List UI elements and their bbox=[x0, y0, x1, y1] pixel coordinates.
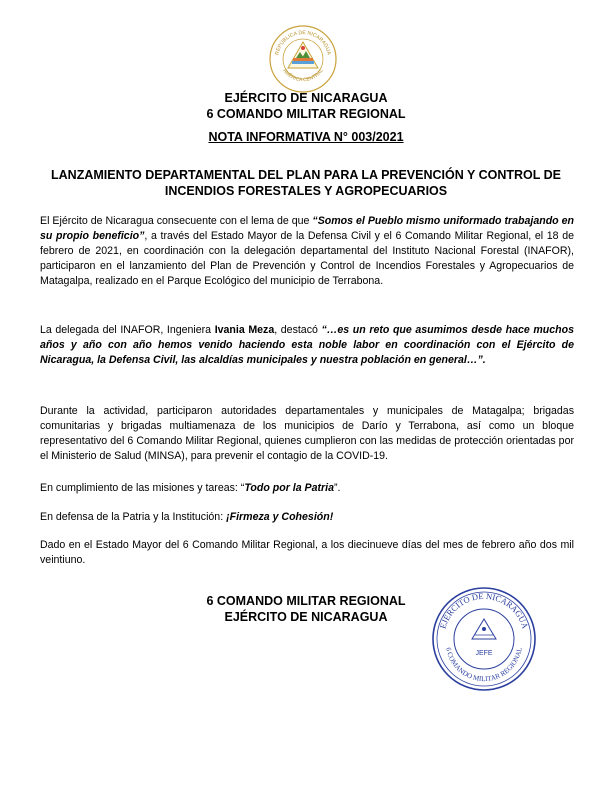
document-title: LANZAMIENTO DEPARTAMENTAL DEL PLAN PARA LA PREVENCIÓN Y CONTROL DE INCENDIOS FORESTALES Y AGROPECUARIOS bbox=[51, 168, 561, 198]
signature-line1: 6 COMANDO MILITAR REGIONAL bbox=[206, 594, 406, 608]
motto: ¡Firmeza y Cohesión bbox=[226, 511, 330, 523]
paragraph-text: En defensa de la Patria y la Institución: bbox=[40, 511, 227, 523]
paragraph-text: En cumplimiento de las misiones y tareas: “ bbox=[40, 482, 245, 494]
paragraph-text: La delegada del INAFOR, Ingeniera bbox=[40, 324, 215, 336]
paragraph-text: ! bbox=[329, 511, 334, 523]
stamp-ring-top: EJÉRCITO DE NICARAGUA bbox=[437, 590, 531, 630]
paragraph-intro bbox=[40, 214, 574, 289]
paragraph-text: ”. bbox=[333, 482, 341, 494]
org-name-comando: 6 COMANDO MILITAR REGIONAL bbox=[206, 107, 406, 121]
speaker-quote: “…es un reto que asumimos desde hace muchos años y año con año hemos venido haciendo esta noble labor en coordinación con el Ejército de Nicaragua, la Defensa Civil, las alcaldías municipales y nuestra población en general…”. bbox=[40, 324, 574, 366]
svg-text:AMÉRICA CENTRAL bbox=[281, 68, 325, 84]
signature-line2: EJÉRCITO DE NICARAGUA bbox=[224, 610, 388, 624]
document-number: NOTA INFORMATIVA N° 003/2021 bbox=[208, 130, 404, 144]
person-name: Ivania Meza bbox=[214, 324, 275, 336]
motto-quote: “Somos el Pueblo mismo uniformado trabajando en su propio beneficio” bbox=[40, 215, 574, 242]
org-name-ejercito: EJÉRCITO DE NICARAGUA bbox=[224, 91, 388, 105]
seal-text-top: REPÚBLICA DE NICARAGUA bbox=[274, 29, 332, 56]
paragraph-activity: Durante la actividad, participaron autoridades departamentales y municipales de Matagalpa; brigadas comunitarias y brigadas multiamenaza de los municipios de Darío y Terrabona, así como un bloque representativo del 6 Comando Militar Regional, quienes cumplieron con las medidas de protección orientadas por el Ministerio de Salud (MINSA), para prevenir el contagio de la COVID-19. bbox=[40, 405, 574, 462]
paragraph-text: , destacó bbox=[274, 324, 322, 336]
seal-text-bottom: AMÉRICA CENTRAL bbox=[281, 67, 325, 84]
paragraph-defense bbox=[40, 510, 574, 525]
official-stamp-icon bbox=[430, 585, 538, 693]
paragraph-mission bbox=[40, 481, 574, 496]
paragraph-quote bbox=[40, 323, 574, 368]
paragraph-text: , a través del Estado Mayor de la Defensa Civil y el 6 Comando Militar Regional, el 18 de febrero de 2021, en coordinación con la delegación departamental del Instituto Nacional Forestal (INAFOR), participaron en el lanzamiento del Plan de Prevención y Control de Incendios Forestales y Agropecuarios de Matagalpa, realizado en el Parque Ecológico del municipio de Terrabona. bbox=[40, 230, 575, 287]
stamp-ring-bottom: 6 COMANDO MILITAR REGIONAL bbox=[444, 646, 524, 684]
motto: Todo por la Patria bbox=[244, 482, 334, 494]
nicaragua-coat-of-arms-icon bbox=[268, 24, 338, 94]
paragraph-closing: Dado en el Estado Mayor del 6 Comando Militar Regional, a los diecinueve días del mes de febrero año dos mil veintiuno. bbox=[40, 539, 574, 566]
paragraph-text: El Ejército de Nicaragua consecuente con el lema de que bbox=[40, 215, 313, 227]
svg-text:EJÉRCITO DE NICARAGUA bbox=[438, 591, 531, 631]
stamp-center-text: JEFE bbox=[475, 650, 493, 657]
